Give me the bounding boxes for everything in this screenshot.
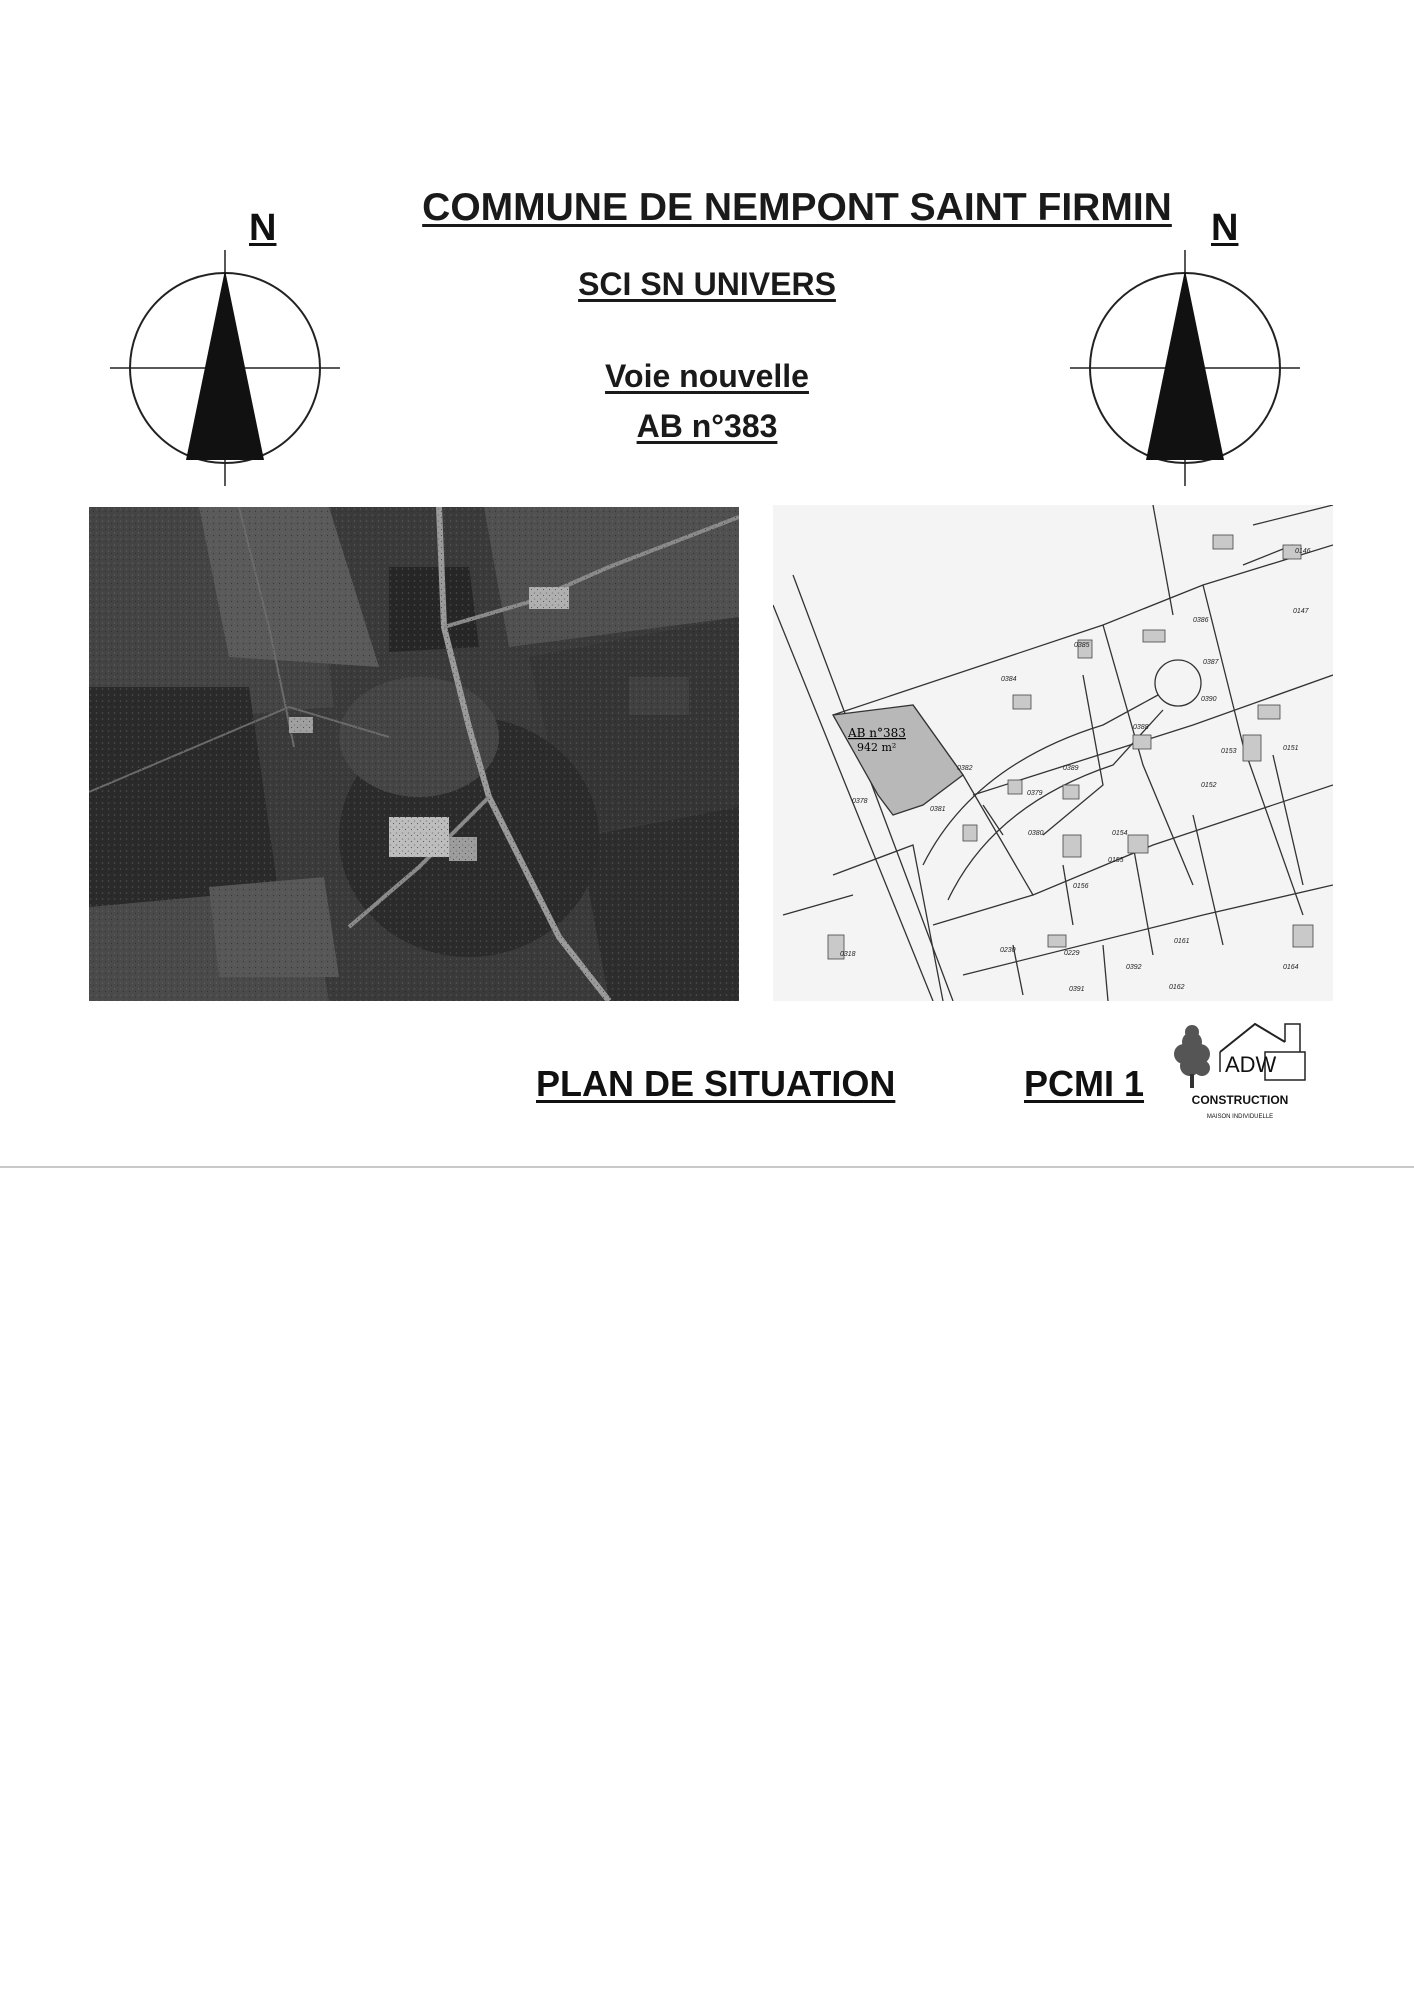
aerial-photo bbox=[89, 507, 739, 1001]
parcel-number: 0386 bbox=[1193, 617, 1209, 624]
cadastral-map bbox=[773, 505, 1333, 1001]
north-arrow-icon bbox=[1070, 208, 1300, 488]
adw-construction-logo bbox=[1170, 1012, 1310, 1127]
client-title: SCI SN UNIVERS bbox=[578, 266, 836, 302]
parcel-number: 0161 bbox=[1174, 938, 1190, 945]
parcel-number: 0162 bbox=[1169, 984, 1185, 991]
parcel-ref-title: AB n°383 bbox=[636, 408, 778, 444]
project-title: Voie nouvelle bbox=[605, 358, 809, 394]
north-arrow-icon bbox=[110, 208, 340, 488]
parcel-number: 0164 bbox=[1283, 964, 1299, 971]
parcel-area: 942 m² bbox=[857, 741, 897, 754]
parcel-number: 0147 bbox=[1293, 608, 1309, 615]
parcel-number: 0230 bbox=[1000, 947, 1016, 954]
logo-tagline: MAISON INDIVIDUELLE bbox=[1206, 1114, 1274, 1120]
logo-name: CONSTRUCTION bbox=[1191, 1093, 1289, 1107]
parcel-number: 0154 bbox=[1112, 830, 1128, 837]
parcel-number: 0391 bbox=[1069, 986, 1085, 993]
plan-label: PLAN DE SITUATION bbox=[536, 1063, 896, 1104]
doc-code-label: PCMI 1 bbox=[1024, 1063, 1145, 1104]
parcel-number: 0378 bbox=[852, 798, 868, 805]
north-label-left: N bbox=[249, 207, 277, 249]
parcel-number: 0388 bbox=[1133, 724, 1149, 731]
logo-letters: ADW bbox=[1225, 1052, 1277, 1077]
north-label-right: N bbox=[1211, 207, 1239, 249]
parcel-number: 0390 bbox=[1201, 696, 1217, 703]
parcel-number: 0152 bbox=[1201, 782, 1217, 789]
parcel-number: 0153 bbox=[1221, 748, 1237, 755]
parcel-number: 0382 bbox=[957, 765, 973, 772]
parcel-number: 0229 bbox=[1064, 950, 1080, 957]
parcel-number: 0389 bbox=[1063, 765, 1079, 772]
commune-title: COMMUNE DE NEMPONT SAINT FIRMIN bbox=[422, 186, 1172, 229]
parcel-number: 0151 bbox=[1283, 745, 1299, 752]
parcel-label: AB n°383 bbox=[848, 726, 906, 740]
parcel-number: 0387 bbox=[1203, 659, 1219, 666]
parcel-number: 0146 bbox=[1295, 548, 1311, 555]
parcel-number: 0318 bbox=[840, 951, 856, 958]
parcel-number: 0156 bbox=[1073, 883, 1089, 890]
parcel-number: 0384 bbox=[1001, 676, 1017, 683]
parcel-number: 0380 bbox=[1028, 830, 1044, 837]
page-divider bbox=[0, 1166, 1414, 1168]
parcel-number: 0385 bbox=[1074, 642, 1090, 649]
parcel-number: 0392 bbox=[1126, 964, 1142, 971]
parcel-number: 0381 bbox=[930, 806, 946, 813]
parcel-number: 0155 bbox=[1108, 857, 1124, 864]
parcel-number: 0379 bbox=[1027, 790, 1043, 797]
